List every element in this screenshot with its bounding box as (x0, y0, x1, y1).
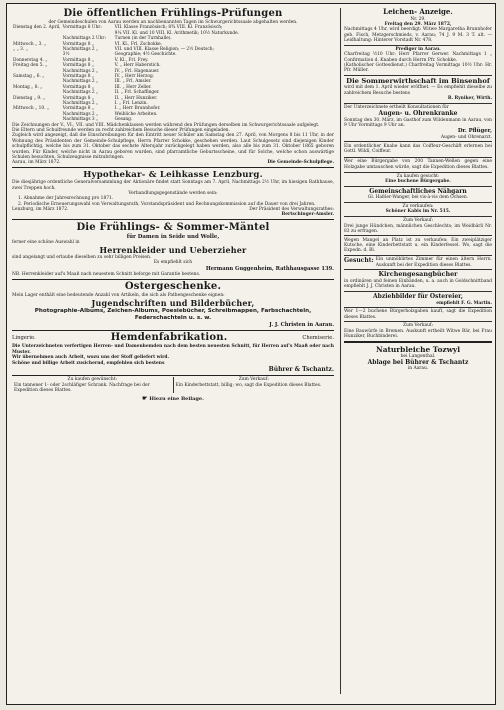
exam-schedule-cell: Freitag den 5. „ (13, 63, 48, 69)
shirts-merchant: Bührer & Tschantz. (268, 365, 334, 373)
easter-intro: Mein Lager enthält eine bedeutende Anzahl von Artikeln, die sich als Pathengeschenke eignen: (12, 293, 225, 299)
exam-schedule-cell: Montag „ 8. „ (13, 84, 43, 90)
easter-line-2: Photographie-Albums, Zeichen-Albums, Poesiebücher, Schreibmappen, Farbschachteln, Federschachteln u. s. w. (34, 308, 312, 322)
exam-schedule-cell: III. „ Herr Zeller. (114, 84, 152, 90)
divider (344, 291, 492, 292)
shirts-body-1: Die Unterzeichneten verfertigen Herren- und Damenhemden nach dem besten neuesten Schnitt, für Herren auf's Maaß oder nach Muster. (12, 344, 334, 355)
small-ads-row (12, 377, 334, 393)
coats-note: NB. Herrenkleider auf's Maaß nach neuestem Schnitt beforge mit Garantie bestens. (12, 271, 201, 277)
summer-inn-title: Die Sommerwirthschaft im Binsenhof (346, 77, 490, 86)
shirts-body-2: Wir übernehmen auch Arbeit, wozu uns der Stoff geliefert wird. (12, 355, 170, 361)
small-ad-wanted-body: Ein tannener 1- oder 2schläfiger Schrank. Nachfrage bei der Expedition dieses Blattes. (14, 382, 150, 394)
exam-schedule-cell: VI. Kl., Frl. Zschokke. (114, 41, 163, 47)
small-ad-sale-title: Zum Verkauf: (238, 377, 269, 383)
room-wanted-ad (344, 257, 492, 268)
exam-schedule-cell: Weibliche Arbeiten. (114, 111, 158, 117)
bank-title: Hypothekar- & Leihkasse Lenzburg. (83, 169, 263, 180)
exam-schedule-cell: VII. Klasse Französisch; 8¾ VIII. Kl. Französisch; (114, 25, 223, 31)
eye-doctor-title: Augen- u. Ohrenkranke (378, 110, 458, 118)
supplement-note: ☛ Hiezu eine Beilage. (142, 395, 204, 403)
summer-inn-body: wird mit dem 1. April wieder eröffnet. — Es empfiehlt dieselbe zu zahlreichem Besuche bestens (344, 85, 492, 96)
coats-ad (12, 222, 334, 277)
easter-ad (12, 281, 334, 328)
coats-title: Die Frühlings- & Sommer-Mäntel (76, 221, 270, 233)
divider (12, 375, 334, 376)
exam-schedule-cell: Mittwoch „ 3. „ (13, 41, 47, 47)
funeral-notice (344, 8, 492, 43)
bank-sig-label: Der Präsident des Verwaltungsrathes: (249, 207, 334, 213)
exam-schedule-cell: VII. und VIII. Klasse Religion; — 2½ Deutsch; (114, 47, 214, 52)
exam-schedule-table (12, 25, 334, 122)
bank-body: Die diesjährige ordentliche Generalversammlung der Aktionäre findet statt Sonntags am 7. April, Nachmittags 2½ Uhr, im hiesigen Rathhause, zwei Treppen hoch. (12, 180, 334, 191)
eye-doctor-signature: Dr. Pflüger, (457, 128, 492, 135)
exam-schedule-cell: Nachmittags 2 „ (62, 79, 99, 85)
exam-schedule-cell: IV. „ Herr Herzog. (114, 74, 155, 80)
pointing-hand-icon: ☛ (142, 395, 148, 403)
coats-line-4: Es empfiehlt sich (153, 260, 193, 266)
bleachery-title: Naturbleiche Tozwyl (375, 344, 461, 354)
divider (12, 167, 334, 168)
thread-signature: Gl. Haßler-Wanger, bei vis-à-vis dem Ochsen. (367, 195, 469, 201)
eye-doctor-ad (344, 105, 492, 140)
divider (344, 75, 492, 76)
puppies-body: Drei junge Hündchen, männlichen Geschlechts; im Weidbärli Nr. 83 zu erfragen. (344, 223, 492, 234)
bank-sig-name: Bertschinger-Amsler. (281, 212, 334, 218)
exam-schedule-cell: Samstag „ 6. „ (13, 74, 45, 80)
divider (344, 216, 492, 217)
bank-agenda-item: 1. Abnahme der Jahresrechnung pro 1871. (18, 196, 114, 202)
school-exam-intro: der Gemeindeschulen von Aarau werden an nachbenannten Tagen im Schwurgerichtssaale abgehalten werden. (48, 20, 298, 25)
bleachery-ad (344, 345, 492, 372)
divider (344, 202, 492, 203)
exam-schedule-cell: Vormittags 8 „ (62, 41, 95, 47)
exam-schedule-cell: Mittwoch „ 10. „ (13, 106, 50, 112)
school-exam-notice (12, 8, 334, 166)
divider (344, 186, 492, 187)
divider (344, 45, 492, 46)
divider (12, 219, 334, 220)
funeral-title: Leichen- Anzeige. (383, 8, 453, 16)
easter-title-2: Jugendschriften und Bilderbücher, (91, 297, 255, 308)
divider (344, 341, 492, 343)
shirts-ad (12, 332, 334, 373)
summer-inn-signature: R. Ryniker, Wirth. (447, 96, 492, 102)
decal-ad (344, 293, 492, 306)
shirts-right-label: Chemiserie. (302, 335, 334, 342)
exam-schedule-cell: III. „ Frl. Amsler. (114, 79, 152, 85)
bank-notice (12, 170, 334, 218)
small-ad-wanted (12, 377, 173, 393)
beech-wanted-body: Eine buchene Bürgergabe. (385, 179, 451, 185)
small-ad-sale (173, 377, 335, 393)
divider (344, 255, 492, 256)
hymnal-body: in ordinären und feinen Einbänden, u. a. auch in Goldschnittband empfiehlt J. J. Christen in Aarau. (344, 279, 492, 290)
small-ad-wanted-title: Zu kaufen gewünscht: (67, 377, 117, 383)
divider (344, 235, 492, 236)
school-exam-body-3: Zugleich wird angezeigt, daß die Einschreibungen für den Eintritt neuer Schüler am Samstag den 27. April, von Morgens 8 bis 11 Uhr, in der Wohnung des Präsidenten der Gemeinde-Schulpflege, Herrn Pfarrer Schokke, geschehen werden. Laut Schulgesetz sind diejenigen Kinder schulpflichtig, welche bis zum 31. Oktober das sechste Altersjahr zurückgelegt haben werden, also alle bis zum 31. Oktober 1865 geboren wurden. Für Kinder, welche nicht in Aarau geboren wurden, sind pfarramtliche Geburtsscheine, und für Solche, welche schon auswärtige Schulen besuchten, Schulzeugnisse mitzubringen. (12, 133, 334, 160)
exam-schedule-cell: Dienstag den 2. April, (13, 25, 61, 31)
school-exam-body-2: Die Eltern und Schulfreunde werden zu recht zahlreichem Besuche dieser Prüfungen eingeladen. (12, 128, 230, 134)
funeral-date: Freitag den 29. März 1872, (384, 21, 452, 27)
exam-schedule-cell: Nachmittags 3 „ (62, 117, 99, 123)
bleachery-sub: bei Langenthal. (400, 353, 436, 359)
room-wanted-title: Gesucht: (344, 257, 374, 265)
preachers-body-2: (Katholischer Gottesdienst.) Charfreitag Vormittags 10½ Uhr: Hr. Pfr. Müller. (344, 62, 492, 74)
divider (344, 141, 492, 142)
funeral-body: Nachmittags 4 Uhr, wird beerdigt: Witwe Margaretha Brunnhofer geb. Fisch, Metzgerschmieds, v. Aarau; 74 J. 9 M. 3 T. alt. — Leidhaltung: Hinterer Vorstadt Nr. 478. (344, 27, 492, 44)
exam-schedule-cell: Dienstag „ 9. „ (13, 95, 46, 101)
decal-title: Abziehbilder für Ostereier, (372, 293, 463, 301)
puppies-title: Zum Verkauf: (402, 218, 434, 224)
exam-schedule-cell: Gesang. (114, 117, 133, 123)
exam-schedule-cell: Vormittags 8 „ (62, 84, 95, 90)
coats-title-2: Herrenkleider und Ueberzieher (99, 244, 247, 255)
eye-doctor-signature-2: Augen- und Ohrenarzt. (440, 134, 492, 140)
exam-schedule-cell: Vormittags 8 „ (62, 106, 95, 112)
exam-schedule-cell: II. „ Herr Hunziker. (114, 95, 158, 101)
coiffeur-ad: Ein ordentlicher Knabe kann das Coiffeur-Geschäft erlernen bei Gottl. Wildi, Coiffeur. (344, 144, 492, 155)
exam-schedule-cell: Vormittags 8 „ (62, 74, 95, 80)
small-ad-sale-body: Ein Kinderbettstatt, billig; wo, sagt die Expedition dieses Blattes. (175, 382, 322, 388)
exam-schedule-cell: Vormittags 8 „ (62, 57, 95, 63)
right-column (340, 8, 492, 694)
decal-signature: empfiehlt F. G. Martin. (436, 300, 492, 306)
bank-agenda-label: Verhandlungsgegenstände werden sein: (128, 190, 218, 196)
school-exam-body-1: Die Zeichnungen der V., VI., VII. und VIII. Mädchenklassen werden während den Prüfungen derselben im Schwurgerichtssaale aufgelegt. (12, 122, 320, 128)
exam-schedule-cell: Vormittags 8 „ (62, 95, 95, 101)
school-exam-signature: Die Gemeinde-Schulpflege. (267, 160, 334, 166)
coats-merchant: Hermann Guggenheim, Rathhausgasse 139. (205, 265, 334, 272)
coats-line-2: ferner eine schöne Auswahl in (12, 240, 80, 246)
lot-sale-title: Zum Verkauf: (402, 323, 434, 329)
coats-line-1: für Damen in Seide und Wolle, (126, 233, 220, 240)
easter-title: Ostergeschenke. (124, 281, 222, 293)
exam-schedule-cell: Nachmittags 2 „ (62, 111, 99, 117)
school-exam-title: Die öffentlichen Frühlings-Prüfungen (63, 8, 283, 19)
exam-schedule-cell: IV. „ Frl. Hagenauer. (114, 68, 160, 74)
exam-schedule-cell: Donnerstag 4. „ (13, 57, 48, 63)
preachers-body-1: Charfreitag ½10 Uhr: Herr Pfarrer Gerwer. Nachmittags 1 „ Confirmation d. Knaben durch Herrn Pfr. Schokke. (344, 52, 492, 63)
divider (344, 307, 492, 308)
divider (344, 103, 492, 104)
summer-inn-ad (344, 77, 492, 101)
exam-schedule-cell: V. Kl., Frl. Frey. (114, 57, 149, 63)
exam-schedule-cell: V. „ Herr Haberstich. (114, 63, 161, 69)
hymnal-ad (344, 271, 492, 290)
thread-title: Gemeinschaftliches Nähgarn (369, 187, 467, 195)
exam-schedule-cell: Geographie; 4½ Geschichte. (114, 52, 177, 58)
exam-schedule-cell: Nachmittags 2 „ (62, 101, 99, 107)
room-wanted-body: Ein unmöblirtes Zimmer für einen ältern Herrn. Auskunft bei der Expedition dieses Blattes. (375, 257, 492, 268)
eye-doctor-body-2: Sonntag den 30. März, im Gasthof zum Wildenmann in Aarau, von 9 Uhr Vormittags 9 Uhr an. (344, 117, 492, 128)
cabbage-title: Zu verkaufen: (402, 204, 434, 210)
exam-schedule-cell: I. „ Herr Brunnhofer. (114, 106, 161, 112)
exam-schedule-cell: 9¼ VII. Kl. und 10 VIII. Kl. Arithmetik; 10½ Naturkunde. (114, 30, 240, 36)
exam-schedule-cell: Nachmittags 2 „ (62, 47, 99, 52)
exam-schedule-cell: 3½ (62, 52, 70, 58)
lot-sale-body: Eine Bauwürfe in Bremen. Auskunft ertheilt Witwe Bär, bei Frau Hunziker, Buchbinderei. (344, 328, 492, 340)
eye-doctor-body: Der Unterzeichnete ertheilt Konsultationen für (344, 104, 449, 110)
cabbage-body: Schöner Kabis im Nr. 515. (385, 209, 451, 215)
easter-merchant: J. J. Christen in Aarau. (269, 322, 334, 329)
exam-schedule-cell: II. „ Frl. Schaffinger. (114, 90, 160, 96)
divider (12, 279, 334, 280)
preachers-notice (344, 47, 492, 74)
divider (344, 321, 492, 322)
divider (344, 157, 492, 158)
bleachery-city: in Aarau. (407, 366, 429, 372)
preachers-title: Prediger in Aarau. (395, 46, 441, 52)
exam-schedule-cell: Nachmittags 2 „ (62, 68, 99, 74)
firewood-ad: Wer eine Bürgergabe von 200 Tannen-Wellen gegen eine Holzgabe umtauschen würde, sagt die Expedition dieses Blattes. (344, 159, 492, 170)
shirts-title: Hemdenfabrikation. (110, 332, 228, 344)
funeral-number: Nr. 29. (410, 16, 426, 22)
beech-wanted-title: Zu kaufen gesucht: (396, 173, 440, 179)
divider (12, 330, 334, 331)
exam-schedule-cell: Turnen (in der Turnhalle). (114, 36, 172, 42)
shirts-left-label: Lingerie. (12, 335, 36, 342)
left-column (12, 8, 334, 694)
carriage-ad: Wegen Mangel an Platz ist zu verkaufen: Ein zweiplätziger Kutsche, eine Kinderbettstatt u. ein Kinderfessel. Wo, sagt die Expedn. d. Bl. (344, 237, 492, 254)
hymnal-title: Kirchengesangbücher (378, 270, 458, 279)
exam-schedule-cell: Vormittags 8 „ (62, 63, 95, 69)
wood-wanted-ad: Wer 1—2 buchene Bürgerholzgaben kauft, sagt die Expedition dieses Blattes. (344, 309, 492, 320)
newspaper-page (6, 3, 496, 705)
bleachery-body: Ablage bei Bührer & Tschantz (367, 358, 469, 366)
bank-place-date: Lenzburg, im März 1872. (12, 207, 69, 213)
exam-schedule-cell: Vormittags 8 Uhr: (62, 25, 102, 31)
shirts-body-3: Schöne und billige Arbeit zusichernd, empfehlen sich bestens (12, 360, 165, 366)
exam-schedule-cell: „ „ 3. „ (13, 47, 28, 52)
school-exam-place-date: Aarau, im März 1872. (12, 160, 61, 166)
divider (344, 172, 492, 173)
bank-agenda-item: 2. Periodische Erneuerungswahl von Verwaltungsrath, Vorstandspräsident und Rechnungskommission auf die Dauer von drei Jahren. (18, 201, 316, 207)
thread-ad (344, 188, 492, 201)
exam-schedule-cell: Nachmittags 2 „ (62, 90, 99, 96)
exam-schedule-cell: Nachmittags 2 Uhr: (62, 36, 106, 42)
exam-schedule-cell: I. „ Frl. Lenzin. (114, 101, 148, 107)
coats-line-3: sind angelangt und erlaube dieselben zu sehr billigen Preisen. (12, 254, 152, 260)
